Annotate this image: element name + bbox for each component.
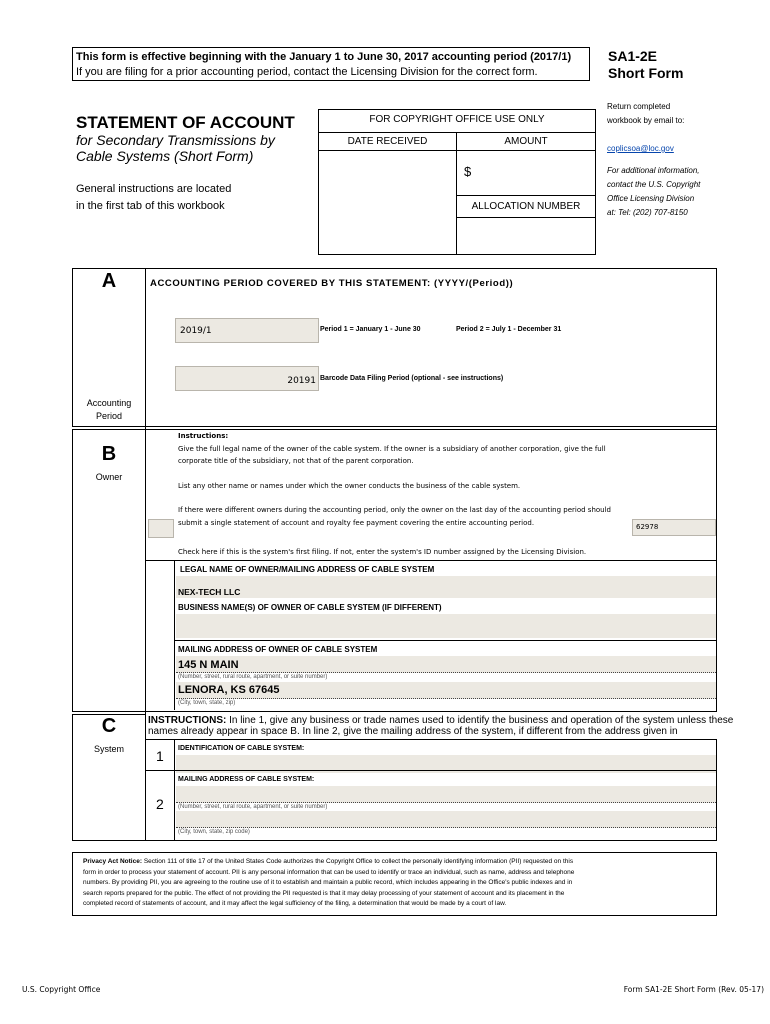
- accounting-period-input[interactable]: [175, 318, 319, 343]
- business-name-label: BUSINESS NAME(S) OF OWNER OF CABLE SYSTEM (IF DIFFERENT): [178, 603, 442, 612]
- general-instructions-1: General instructions are located: [76, 183, 232, 195]
- system-id-label: IDENTIFICATION OF CABLE SYSTEM:: [178, 745, 305, 752]
- section-a-letter: A: [101, 270, 117, 292]
- system-instructions-bold: INSTRUCTIONS:: [148, 715, 227, 726]
- privacy-line-4: search reports prepared for the public. The effect of not providing the PII requested is that it may delay processing of your statement of account and its placement in the: [83, 889, 565, 897]
- effective-notice: [72, 47, 590, 81]
- info-line-3: Office Licensing Division: [607, 194, 695, 203]
- section-a-name-2: Period: [95, 411, 122, 421]
- barcode-period-value: 20191: [287, 376, 316, 386]
- notice-line-1: This form is effective beginning with the January 1 to June 30, 2017 accounting period (2017/1): [76, 51, 572, 63]
- street-address-input[interactable]: [176, 656, 716, 673]
- footer-form-revision: Form SA1-2E Short Form (Rev. 05-17): [623, 985, 764, 994]
- system-mailing-label: MAILING ADDRESS OF CABLE SYSTEM:: [178, 776, 315, 783]
- barcode-period-label: Barcode Data Filing Period (optional - see instructions): [320, 375, 504, 382]
- period-1-note: Period 1 = January 1 - June 30: [320, 326, 421, 333]
- system-instructions-line-2: names already appear in space B. In line 2, give the mailing address of the system, if different from the address given in: [148, 726, 678, 737]
- return-line-1: Return completed: [607, 102, 671, 111]
- section-b-letter: B: [101, 443, 117, 465]
- date-received-label: DATE RECEIVED: [347, 136, 428, 147]
- return-line-2: workbook by email to:: [607, 116, 685, 125]
- owner-instructions: [178, 432, 611, 527]
- street-address-value: 145 N MAIN: [178, 659, 239, 671]
- accounting-period-heading: ACCOUNTING PERIOD COVERED BY THIS STATEMENT: (YYYY/(Period)): [150, 278, 514, 289]
- mailing-address-label: MAILING ADDRESS OF OWNER OF CABLE SYSTEM: [178, 645, 378, 654]
- privacy-line-3: numbers. By providing PII, you are agreeing to the routine use of it to establish and maintain a public record, which includes appearing in the Office's public indexes and in: [83, 879, 573, 886]
- general-instructions-2: in the first tab of this workbook: [76, 200, 225, 212]
- instruction-1b: corporate title of the subsidiary, not that of the parent corporation.: [178, 457, 414, 465]
- instruction-2: List any other name or names under which the owner conducts the business of the cable system.: [178, 482, 521, 490]
- system-city-hint: (City, town, state, zip code): [178, 829, 250, 835]
- line-1-number: 1: [156, 748, 164, 764]
- instruction-3a: If there were different owners during the accounting period, only the owner on the last day of the accounting period should: [178, 506, 611, 514]
- privacy-notice: [72, 852, 717, 916]
- form-name: Short Form: [608, 65, 684, 81]
- first-filing-checkbox[interactable]: [148, 519, 174, 538]
- barcode-period-input[interactable]: [175, 366, 319, 391]
- section-a-name-1: Accounting: [86, 398, 132, 408]
- system-instructions: [148, 715, 733, 737]
- first-filing-note: Check here if this is the system's first filing. If not, enter the system's ID number assigned by the Licensing Division.: [178, 548, 587, 556]
- info-line-1: For additional information,: [607, 166, 700, 175]
- system-id-input[interactable]: [632, 519, 716, 536]
- office-use-header: FOR COPYRIGHT OFFICE USE ONLY: [369, 114, 545, 125]
- footer-agency: U.S. Copyright Office: [22, 985, 101, 994]
- info-line-4: at: Tel: (202) 707-8150: [607, 208, 688, 217]
- instruction-1a: Give the full legal name of the owner of the cable system. If the owner is a subsidiary of another corporation, give the full: [178, 445, 606, 453]
- email-link[interactable]: coplicsoa@loc.gov: [607, 144, 674, 153]
- system-city-input[interactable]: [176, 811, 716, 828]
- office-use-box: [318, 109, 596, 255]
- privacy-notice-title: Privacy Act Notice:: [83, 858, 143, 865]
- dollar-sign: $: [464, 164, 472, 179]
- legal-name-input[interactable]: [176, 576, 716, 598]
- privacy-line-5: completed record of statements of account, and it may affect the legal sufficiency of the filing, a determination that would be made by a court of law.: [83, 900, 507, 907]
- business-name-input[interactable]: [176, 614, 716, 638]
- system-id-value: 62978: [636, 523, 659, 531]
- section-c-letter: C: [101, 715, 117, 737]
- system-instructions-line-1: In line 1, give any business or trade names used to identify the business and operation of the system unless these: [226, 715, 734, 726]
- instructions-label: Instructions:: [178, 432, 229, 440]
- privacy-line-2: form in order to process your statement of account. PII is any personal information that can be used to identify or trace an individual, such as name, address and telephone: [83, 868, 575, 876]
- legal-name-value: NEX-TECH LLC: [178, 587, 241, 597]
- system-street-hint: (Number, street, rural route, apartment, or suite number): [178, 804, 328, 810]
- system-street-input[interactable]: [176, 786, 716, 803]
- city-state-zip-hint: (City, town, state, zip): [178, 700, 236, 706]
- section-b-name: Owner: [95, 472, 123, 482]
- allocation-number-label: ALLOCATION NUMBER: [471, 201, 581, 212]
- notice-line-2: If you are filing for a prior accounting period, contact the Licensing Division for the correct form.: [76, 66, 538, 78]
- info-line-2: contact the U.S. Copyright: [607, 180, 701, 189]
- instruction-3b: submit a single statement of account and royalty fee payment covering the entire accounting period.: [178, 519, 535, 527]
- legal-name-label: LEGAL NAME OF OWNER/MAILING ADDRESS OF CABLE SYSTEM: [180, 565, 435, 574]
- section-c-name: System: [93, 744, 124, 754]
- city-state-zip-value: LENORA, KS 67645: [178, 684, 280, 696]
- page-subtitle-2: Cable Systems (Short Form): [76, 148, 254, 164]
- amount-label: AMOUNT: [504, 136, 548, 147]
- page-subtitle-1: for Secondary Transmissions by: [76, 132, 275, 148]
- period-2-note: Period 2 = July 1 - December 31: [456, 326, 562, 333]
- city-state-zip-input[interactable]: [176, 682, 716, 699]
- line-2-number: 2: [156, 796, 164, 812]
- page-title: STATEMENT OF ACCOUNT: [76, 113, 295, 132]
- accounting-period-value: 2019/1: [180, 326, 212, 336]
- street-address-hint: (Number, street, rural route, apartment, or suite number): [178, 674, 328, 680]
- contact-info: [607, 100, 700, 220]
- privacy-line-1: Section 111 of title 17 of the United States Code authorizes the Copyright Office to collect the personally identifying information (PII) requested on this: [142, 858, 574, 865]
- form-code: SA1-2E: [608, 48, 658, 64]
